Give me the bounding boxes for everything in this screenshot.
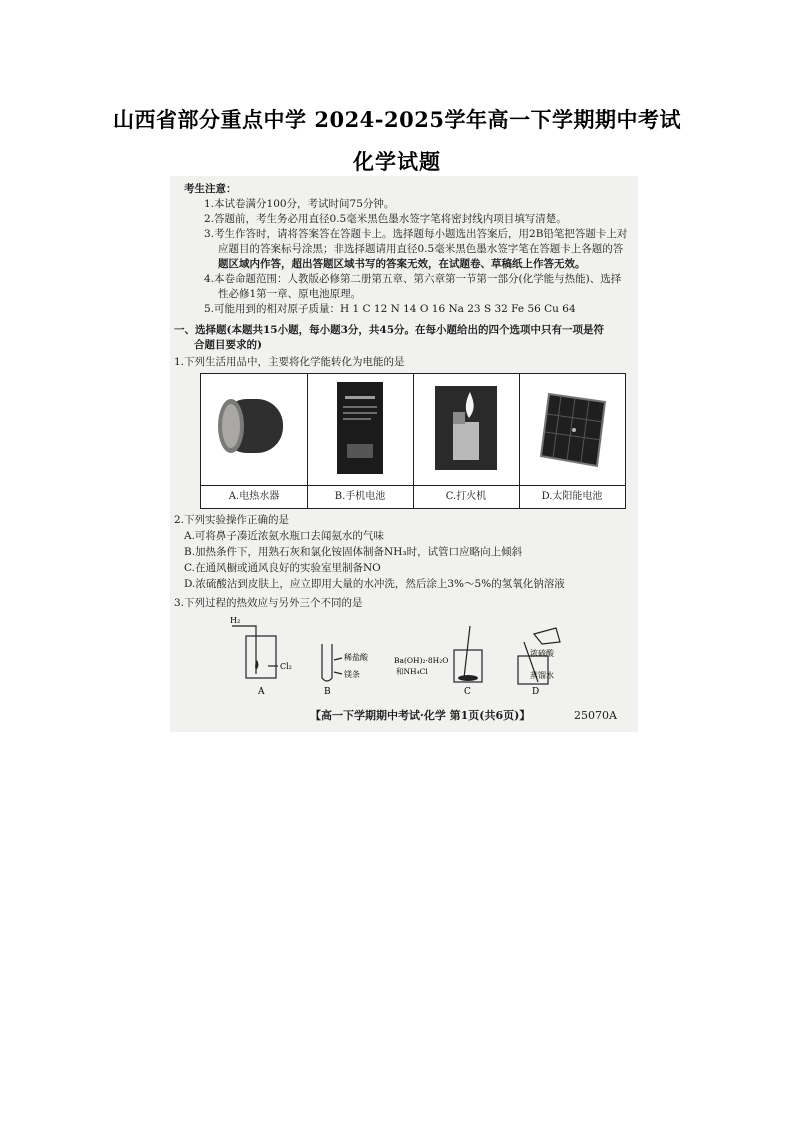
notice-item: 题区域内作答，超出答题区域书写的答案无效，在试题卷、草稿纸上作答无效。	[218, 258, 586, 270]
option-b-tag: B	[324, 687, 331, 696]
option-b-cell	[307, 374, 414, 508]
option-b-label: B.手机电池	[307, 485, 413, 508]
notice-item: 4.本卷命题范围：人教版必修第二册第五章、第六章第一节第一部分(化学能与热能)、选择	[204, 273, 622, 285]
option-d-tag: D	[532, 687, 540, 696]
notice-item: 1.本试卷满分100分，考试时间75分钟。	[204, 198, 395, 210]
notice-item: 3.考生作答时，请将答案答在答题卡上。选择题每小题选出答案后，用2B铅笔把答题卡上对	[204, 228, 628, 240]
option-a-tag: A	[258, 687, 265, 696]
option-d-cell	[519, 374, 625, 508]
question-1-stem: 1.下列生活用品中，主要将化学能转化为电能的是	[174, 356, 405, 368]
question-2-stem: 2.下列实验操作正确的是	[174, 514, 290, 526]
option-a-label: A.电热水器	[201, 485, 307, 508]
section-heading-cont: 合题目要求的)	[194, 339, 262, 351]
exam-subtitle: 化学试题	[353, 149, 441, 174]
h2so4-label: 浓硫酸	[530, 649, 554, 658]
option-c-label: C.打火机	[413, 485, 519, 508]
exam-title: 山西省部分重点中学 2024-2025学年高一下学期期中考试	[113, 107, 681, 132]
notice-item: 5.可能用到的相对原子质量：H 1 C 12 N 14 O 16 Na 23 S 32 Fe 56 Cu 64	[204, 303, 576, 315]
notice-heading: 考生注意：	[184, 183, 237, 195]
question-3-diagrams	[226, 616, 566, 696]
h2-label: H₂	[230, 616, 241, 625]
question-2-option: C.在通风橱或通风良好的实验室里制备NO	[184, 562, 381, 574]
section-heading: 一、选择题(本题共15小题，每小题3分，共45分。在每小题给出的四个选项中只有一项是符	[174, 324, 604, 336]
hcl-label: 稀盐酸	[344, 653, 368, 662]
scanned-page	[170, 176, 638, 732]
option-a-cell	[201, 374, 308, 508]
water-heater-image	[201, 374, 307, 485]
lighter-image	[413, 374, 519, 485]
question-2-option: B.加热条件下，用熟石灰和氯化铵固体制备NH₃时，试管口应略向上倾斜	[184, 546, 523, 558]
option-d-label: D.太阳能电池	[519, 485, 625, 508]
water-label: 蒸馏水	[530, 671, 554, 680]
notice-item: 应题目的答案标号涂黑；非选择题请用直径0.5毫米黑色墨水签字笔在答题卡上各题的答	[218, 243, 624, 255]
paper-code: 25070A	[574, 709, 617, 722]
question-3-stem: 3.下列过程的热效应与另外三个不同的是	[174, 597, 363, 609]
notice-item: 性必修1第一章、原电池原理。	[218, 288, 362, 300]
question-1-image-table	[200, 373, 626, 509]
nh4cl-label: 和NH₄Cl	[396, 667, 428, 676]
baoh-label: Ba(OH)₂·8H₂O	[394, 656, 449, 665]
mg-label: 镁条	[344, 670, 360, 679]
notice-item: 2.答题前，考生务必用直径0.5毫米黑色墨水签字笔将密封线内项目填写清楚。	[204, 213, 567, 225]
page-footer: 【高一下学期期中考试·化学 第1页(共6页)】	[310, 709, 531, 722]
solar-panel-image	[519, 374, 625, 485]
option-c-tag: C	[464, 687, 471, 696]
cl2-label: Cl₂	[280, 662, 292, 671]
phone-battery-image	[307, 374, 413, 485]
question-2-option: A.可将鼻子凑近浓氨水瓶口去闻氨水的气味	[184, 530, 384, 542]
option-c-cell	[413, 374, 520, 508]
question-2-option: D.浓硫酸沾到皮肤上，应立即用大量的水冲洗，然后涂上3%～5%的氢氧化钠溶液	[184, 578, 565, 590]
